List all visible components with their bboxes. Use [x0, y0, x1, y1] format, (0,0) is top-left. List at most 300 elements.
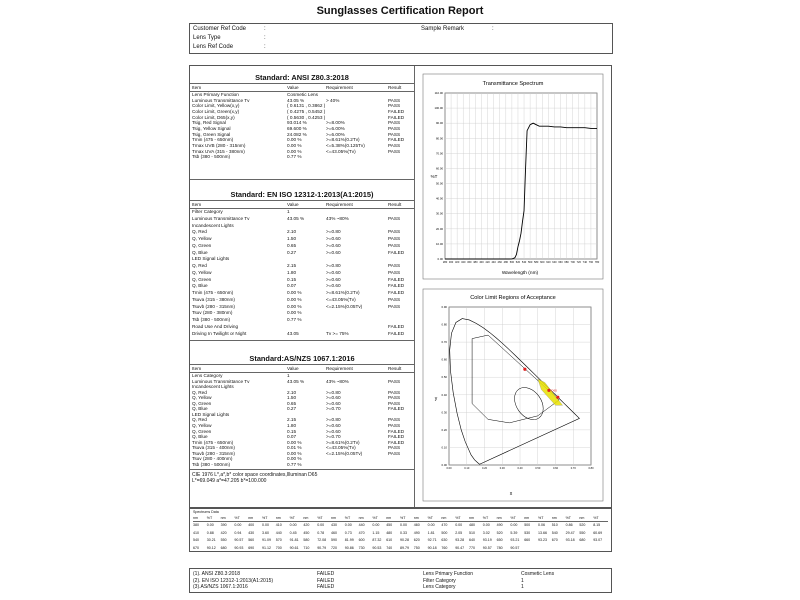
asnzs-row	[192, 373, 412, 378]
iso-row	[192, 243, 412, 248]
iso-row	[192, 290, 412, 295]
summary-cell: Lens Category	[423, 584, 456, 591]
asnzs-cell: 0.07	[287, 434, 297, 440]
ansi-cell: >=6.00%	[326, 131, 345, 137]
transmittance-ylabel: %T	[430, 174, 438, 179]
iso-cell: >=0.60	[326, 269, 341, 275]
spectrum-cell: 0.78	[317, 530, 325, 535]
iso-row	[192, 310, 412, 315]
transmittance-ytick: 90.00	[436, 121, 443, 126]
transmittance-xtick: 420	[485, 261, 490, 264]
asnzs-cell: FAILED	[388, 434, 405, 440]
asnzs-row	[192, 434, 412, 439]
outer-acceptance-region	[472, 335, 559, 423]
ansi-cell: 0.00 %	[287, 148, 302, 154]
asnzs-cell: >=0.80	[326, 389, 341, 395]
asnzs-cell: 0.01 %	[287, 445, 302, 451]
spectrum-cell: 90.79	[317, 545, 327, 550]
ansi-cell: PASS	[388, 103, 401, 109]
summary-cell: Lens Primary Function	[423, 571, 474, 577]
spectrum-cell: 540	[193, 538, 199, 543]
spectrum-cell: 0.94	[234, 530, 242, 535]
transmittance-xtick: 760	[588, 261, 594, 264]
transmittance-xtick: 480	[503, 261, 508, 264]
transmittance-xtick: 440	[491, 261, 496, 264]
spectrum-cell: %T	[344, 516, 351, 520]
spectrum-cell: %T	[262, 516, 268, 520]
sample-remark-value: :	[492, 26, 494, 32]
ansi-row	[192, 109, 412, 114]
spectrum-cell: 93.19	[482, 538, 492, 543]
ansi-cell: 0.77 %	[287, 154, 302, 160]
spectrum-cell: nm	[386, 516, 392, 520]
transmittance-ytick: 110.00	[434, 91, 443, 95]
summary-cell: Cosmetic Lens	[521, 571, 555, 577]
iso-row	[192, 270, 412, 275]
spectrum-cell: nm	[220, 516, 226, 520]
spectrum-cell: 670	[551, 538, 558, 543]
color-grid	[442, 305, 595, 470]
iso-row	[192, 283, 412, 288]
asnzs-cell: Q, Red	[192, 389, 207, 395]
spectrum-cell: 500	[524, 523, 531, 527]
spectrum-cell: %T	[538, 516, 544, 520]
spectrum-cell: 90.61	[289, 545, 299, 550]
transmittance-ytick: 40.00	[436, 196, 443, 201]
iso-cell: >=0.60	[326, 242, 341, 248]
asnzs-row	[192, 390, 412, 395]
spectrum-cell: nm	[275, 516, 281, 520]
spectrum-cell: 540	[551, 530, 558, 535]
summary-cell: Filter Category	[423, 577, 456, 584]
spectrum-cell: 720	[331, 545, 337, 550]
iso-cell: Tmin (475 - 650nm)	[192, 290, 234, 295]
spectrum-cell: 3.60	[262, 530, 269, 535]
spectrum-cell: 90.57	[234, 538, 244, 543]
spectrum-cell: 610	[386, 538, 393, 543]
iso-cell: >=0.80	[326, 263, 341, 268]
spectrum-cell: 1.15	[372, 530, 380, 535]
ansi-cell: Lens Primary Function	[192, 92, 239, 97]
spectrum-cell: nm	[331, 516, 336, 520]
iso-cell: FAILED	[388, 283, 405, 289]
ansi-cell: Tsig, Green Signal	[192, 131, 231, 137]
color-sample-point-green	[523, 368, 526, 371]
ansi-cell: Color Limit, Yellow(x,y)	[192, 103, 240, 109]
transmittance-ytick: 100.00	[434, 106, 443, 111]
transmittance-xtick: 400	[479, 261, 484, 264]
asnzs-cell: PASS	[388, 395, 401, 401]
d65-label: D65	[551, 388, 557, 393]
transmittance-xtick: 580	[534, 261, 539, 264]
ansi-cell: Color Limit, Green(x,y)	[192, 108, 240, 114]
ansi-cell: 24.082 %	[287, 131, 307, 137]
spectrum-cell: 1.81	[427, 530, 435, 535]
main-box	[189, 65, 612, 508]
transmittance-xtick: 380	[473, 261, 478, 264]
spectrum-cell: nm	[358, 516, 364, 520]
asnzs-cell: 0.00 %	[287, 456, 302, 462]
spectrum-cell: %T	[565, 516, 571, 520]
ansi-cell: 43.05 %	[287, 97, 305, 103]
ansi-cell: PASS	[388, 142, 401, 148]
spectrum-cell: 0.73	[344, 530, 352, 535]
spectrum-cell: 93.21	[510, 538, 520, 543]
spectrum-cell: %T	[455, 516, 461, 520]
transmittance-xtick: 620	[546, 261, 551, 264]
transmittance-ytick: 10.00	[436, 241, 443, 246]
spectrum-cell: 420	[303, 523, 310, 527]
spectrum-cell: nm	[496, 516, 502, 520]
transmittance-xtick: 460	[497, 261, 502, 264]
asnzs-cell: >=0.60	[326, 428, 341, 434]
transmittance-xtick: 320	[454, 261, 460, 264]
spectrum-cell: 90.86	[344, 545, 354, 550]
color-ytick: 0.40	[441, 392, 447, 397]
spectrum-cell: 87.32	[372, 538, 382, 543]
ansi-cell: Tsb (380 - 500nm)	[192, 154, 231, 160]
ansi-cell: 0.00 %	[287, 137, 302, 143]
spectrum-cell: %T	[593, 516, 599, 520]
asnzs-cell: 2.10	[287, 389, 297, 395]
spectrum-cell: 2.05	[455, 530, 463, 535]
iso-cell: >=0.80	[326, 229, 341, 235]
iso-cell: Q, Green	[192, 242, 212, 248]
asnzs-cell: 0.00 %	[287, 450, 302, 456]
asnzs-cell: 0.65	[287, 400, 297, 406]
spectrum-cell: 680	[579, 538, 586, 543]
iso-section	[190, 180, 414, 341]
asnzs-row	[192, 451, 412, 456]
asnzs-cell: Q, Green	[192, 428, 212, 434]
spectrum-cell: 60.69	[593, 530, 603, 535]
iso-row	[192, 250, 412, 255]
spectrum-cell: 520	[496, 530, 503, 535]
lens-type-value: :	[264, 35, 266, 41]
iso-row	[192, 229, 412, 234]
ansi-cell: 93.014 %	[287, 120, 307, 126]
spectrum-cell: 0.00	[427, 523, 435, 527]
transmittance-xtick: 280	[442, 261, 448, 264]
transmittance-xtick: 660	[558, 261, 563, 264]
spectrum-cell: 420	[220, 530, 227, 535]
spectral-locus	[450, 319, 580, 465]
spectrum-cell: 81.99	[344, 538, 354, 543]
asnzs-cell: Tsb (380 - 500nm)	[192, 461, 231, 467]
spectrum-cell: nm	[441, 516, 447, 520]
asnzs-row	[192, 417, 412, 422]
color-xtick: 0.50	[535, 467, 541, 470]
transmittance-series-line	[445, 123, 597, 259]
iso-cell: Q, Green	[192, 276, 212, 282]
asnzs-cell: Q, Blue	[192, 434, 208, 440]
iso-cell: FAILED	[388, 249, 405, 255]
asnzs-row	[192, 384, 412, 389]
lens-ref-label: Lens Ref Code	[193, 44, 234, 50]
spectrum-cell: 90.93	[234, 545, 244, 550]
summary-cell: (3).AS/NZS 1067.1:2016	[193, 584, 248, 591]
asnzs-header-row: Item Value Requirement Result	[192, 365, 402, 371]
ansi-cell: <=43.05%(Tv)	[326, 148, 356, 154]
color-ylabel: y	[434, 396, 438, 402]
spectrum-cell: 0.00	[317, 523, 325, 527]
spectrum-cell: 0.33	[400, 530, 407, 535]
spectrum-cell: %T	[482, 516, 489, 520]
color-xtick: 0.20	[481, 467, 488, 470]
spectrum-cell: %T	[372, 516, 378, 520]
spectrum-cell: %T	[317, 516, 323, 520]
summary-cell: FAILED	[317, 584, 335, 591]
iso-cell: PASS	[388, 215, 401, 221]
ansi-row	[192, 120, 412, 125]
asnzs-cell: 0.77 %	[287, 461, 302, 467]
ansi-cell: ( 0.4275 , 0.5452 )	[287, 108, 326, 114]
transmittance-xlabel: Wavelength (nm)	[501, 271, 539, 276]
asnzs-cell: >=8.61%(0.2Tv)	[326, 439, 360, 445]
asnzs-cell: FAILED	[388, 428, 405, 434]
iso-cell: PASS	[388, 242, 401, 248]
spectrum-cell: 640	[469, 538, 475, 543]
spectrum-cell: 710	[303, 545, 310, 550]
iso-row	[192, 317, 412, 322]
color-ytick: 0.10	[441, 445, 447, 450]
color-ytick: 0.60	[441, 357, 447, 362]
asnzs-row	[192, 440, 412, 445]
report-title: Sunglasses Certification Report	[316, 5, 484, 17]
iso-cell: PASS	[388, 229, 401, 235]
color-xlabel: x	[509, 491, 513, 497]
asnzs-cell: 0.27	[287, 406, 297, 412]
iso-cell: Filter Category	[192, 209, 223, 214]
transmittance-ytick: 70.00	[436, 151, 443, 156]
color-sample-point-yellow	[556, 396, 559, 399]
spectrum-cell: 440	[358, 523, 365, 527]
lens-ref-value: :	[264, 44, 266, 50]
ansi-row	[192, 137, 412, 142]
iso-cell: FAILED	[388, 323, 405, 329]
asnzs-cell: Lens Category	[192, 373, 223, 378]
spectrum-cell: 72.08	[317, 538, 327, 543]
spectrum-cell: nm	[551, 516, 557, 520]
customer-ref-label: Customer Ref Code	[193, 26, 247, 32]
iso-cell: 0.00 %	[287, 303, 302, 309]
spectrum-cell: nm	[579, 516, 585, 520]
color-chart	[415, 287, 611, 505]
iso-cell: Tsuva (315 - 380nm)	[192, 296, 235, 302]
asnzs-cell: PASS	[388, 378, 401, 384]
spectrum-cell: %T	[510, 516, 516, 520]
cie-line-1: CIE 1976 L*,a*,b* color space coordinates,Illuminan D65	[192, 472, 318, 478]
iso-row	[192, 236, 412, 241]
spectrum-cell: 93.28	[455, 538, 465, 543]
spectrum-cell: 460	[331, 530, 337, 535]
asnzs-cell: Luminous Transmittance Tv	[192, 378, 250, 384]
spectrum-cell: 92.71	[427, 538, 437, 543]
transmittance-title: Transmittance Spectrum	[482, 81, 544, 87]
transmittance-xtick: 300	[448, 261, 454, 264]
asnzs-cell: LED Signal Lights	[192, 411, 230, 417]
iso-cell: 0.00 %	[287, 310, 302, 316]
asnzs-cell: Incandescent Lights	[192, 384, 234, 390]
header-box	[189, 23, 613, 54]
spectrum-cell: nm	[193, 516, 198, 520]
spectrum-cell: 740	[386, 545, 393, 550]
spectrum-cell: 620	[413, 538, 420, 543]
yellow-acceptance-region	[538, 379, 563, 405]
color-xtick: 0.70	[570, 467, 576, 470]
spectrum-cell: 90.57	[510, 545, 520, 550]
iso-header-row: Item Value Requirement Result	[192, 201, 402, 207]
asnzs-cell: 1	[287, 373, 290, 378]
ansi-cell: >=8.00%	[326, 120, 345, 126]
transmittance-ytick: 0.00	[437, 257, 443, 261]
iso-cell: FAILED	[388, 276, 405, 282]
spectrum-cell: 0.00	[400, 523, 407, 527]
spectrum-cell: 530	[524, 530, 531, 535]
iso-cell: >=0.60	[326, 283, 341, 289]
asnzs-cell: Q, Green	[192, 400, 212, 406]
spectrum-cell: 0.00	[510, 523, 518, 527]
spectrum-cell: 450	[386, 523, 393, 527]
asnzs-cell: Tsuv (280 - 400nm)	[192, 456, 233, 462]
asnzs-cell: Tsuva (315 - 400nm)	[192, 445, 235, 451]
ansi-row	[192, 149, 412, 154]
spectrum-cell: 600	[358, 538, 365, 543]
asnzs-row	[192, 456, 412, 461]
lens-type-label: Lens Type	[193, 35, 221, 41]
asnzs-cell: PASS	[388, 417, 401, 423]
asnzs-row	[192, 412, 412, 417]
spectrum-cell: 440	[275, 530, 282, 535]
iso-cell: 2.15	[287, 263, 297, 268]
spectrum-cell: 29.47	[565, 530, 575, 535]
summary-cell: FAILED	[317, 577, 335, 584]
iso-cell: 1.80	[287, 269, 297, 275]
asnzs-cell: 1.80	[287, 422, 297, 428]
iso-cell: 1.50	[287, 236, 297, 241]
spectrum-cell: %T	[400, 516, 406, 520]
spectrum-cell: 680	[220, 545, 227, 550]
spectrum-table	[193, 516, 608, 549]
iso-cell: <=2.15%(0.05Tv)	[326, 303, 363, 309]
iso-cell: 2.10	[287, 229, 297, 235]
iso-cell: 43% ~80%	[326, 215, 349, 221]
summary-cell: 1	[521, 584, 524, 591]
iso-cell: >=0.60	[326, 236, 341, 241]
spectrum-cell: 510	[469, 530, 475, 535]
iso-cell: Incandescent Lights	[192, 222, 234, 228]
asnzs-cell: >=0.70	[326, 434, 341, 440]
summary-cell: FAILED	[317, 571, 335, 577]
spectrum-cell: nm	[524, 516, 530, 520]
spectrum-cell: %T	[206, 516, 213, 520]
ansi-cell: PASS	[388, 97, 401, 103]
iso-cell: 0.07	[287, 283, 297, 289]
asnzs-cell: FAILED	[388, 406, 405, 412]
spectrum-label: Spectrums Data	[193, 510, 219, 514]
spectrum-cell: 500	[441, 530, 448, 535]
iso-cell: FAILED	[388, 330, 405, 336]
ansi-cell: Tsig, Yellow Signal	[192, 125, 231, 131]
transmittance-xtick: 600	[540, 261, 545, 264]
spectrum-cell: 8.15	[593, 523, 601, 527]
color-xtick: 0.30	[499, 467, 505, 470]
asnzs-row	[192, 395, 412, 400]
color-xtick: 0.80	[588, 467, 594, 470]
iso-cell: Luminous Transmittance Tv	[192, 215, 250, 221]
asnzs-section	[190, 341, 414, 501]
iso-cell: 0.27	[287, 249, 297, 255]
spectrum-cell: 93.07	[593, 538, 603, 543]
spectrum-cell: 580	[303, 538, 310, 543]
ansi-cell: Tmax UVB (280 - 315nm)	[192, 142, 246, 148]
transmittance-ytick: 60.00	[436, 166, 443, 171]
asnzs-cell: 2.15	[287, 417, 297, 423]
transmittance-ytick: 30.00	[436, 211, 443, 216]
transmittance-xtick: 720	[576, 261, 581, 264]
spectrum-cell: 5.39	[510, 530, 518, 535]
iso-cell: Tsb (380 - 500nm)	[192, 317, 231, 322]
ansi-title: Standard: ANSI Z80.3:2018	[255, 73, 349, 82]
spectrum-cell: 93.18	[565, 538, 575, 543]
spectrum-cell: 490	[413, 530, 420, 535]
iso-row	[192, 263, 412, 268]
color-xtick: 0.00	[446, 467, 452, 470]
spectrum-cell: 90.28	[400, 538, 409, 543]
transmittance-ytick: 50.00	[436, 181, 443, 186]
ansi-cell: FAILED	[388, 137, 405, 143]
iso-cell: 43.05 %	[287, 215, 305, 221]
ansi-cell: Color Limit, D65(x,y)	[192, 114, 235, 120]
ansi-section	[190, 66, 414, 180]
iso-cell: Q, Blue	[192, 283, 208, 289]
iso-cell: <=43.05%(Tv)	[326, 296, 356, 302]
ansi-cell: FAILED	[388, 108, 405, 114]
iso-row	[192, 304, 412, 309]
spectrum-cell: nm	[469, 516, 474, 520]
sample-remark-label: Sample Remark	[421, 26, 465, 32]
asnzs-cell: PASS	[388, 450, 401, 456]
spectrum-cell: 770	[469, 545, 475, 550]
ansi-row	[192, 98, 412, 103]
ansi-cell: ( 0.6131 , 0.3862 )	[287, 103, 326, 109]
color-ytick: 0.00	[441, 463, 447, 467]
spectrum-cell: 30.21	[206, 538, 216, 543]
color-ytick: 0.20	[441, 427, 447, 432]
color-ytick: 0.50	[441, 375, 447, 380]
spectrum-cell: 3.02	[482, 530, 490, 535]
iso-cell: PASS	[388, 296, 401, 302]
asnzs-row	[192, 379, 412, 384]
customer-ref-value: :	[264, 26, 266, 32]
spectrum-cell: 91.09	[262, 538, 271, 543]
iso-row	[192, 209, 412, 214]
ansi-cell: Tsig, Red Signal	[192, 120, 226, 126]
color-ytick: 0.70	[441, 340, 447, 345]
asnzs-cell: PASS	[388, 445, 401, 451]
asnzs-cell: Q, Yellow	[192, 422, 212, 428]
ansi-cell: >=6.00%	[326, 125, 345, 131]
spectrum-cell: 13.66	[538, 530, 547, 535]
color-ytick: 0.90	[441, 305, 447, 309]
asnzs-cell: 43.05 %	[287, 378, 305, 384]
ansi-cell: FAILED	[388, 114, 405, 120]
iso-cell: 1	[287, 209, 290, 214]
spectrum-cell: 430	[331, 523, 337, 527]
spectrum-cell: 90.12	[206, 545, 216, 550]
asnzs-cell: >=0.70	[326, 406, 341, 412]
summary-cell: 1	[521, 577, 524, 584]
